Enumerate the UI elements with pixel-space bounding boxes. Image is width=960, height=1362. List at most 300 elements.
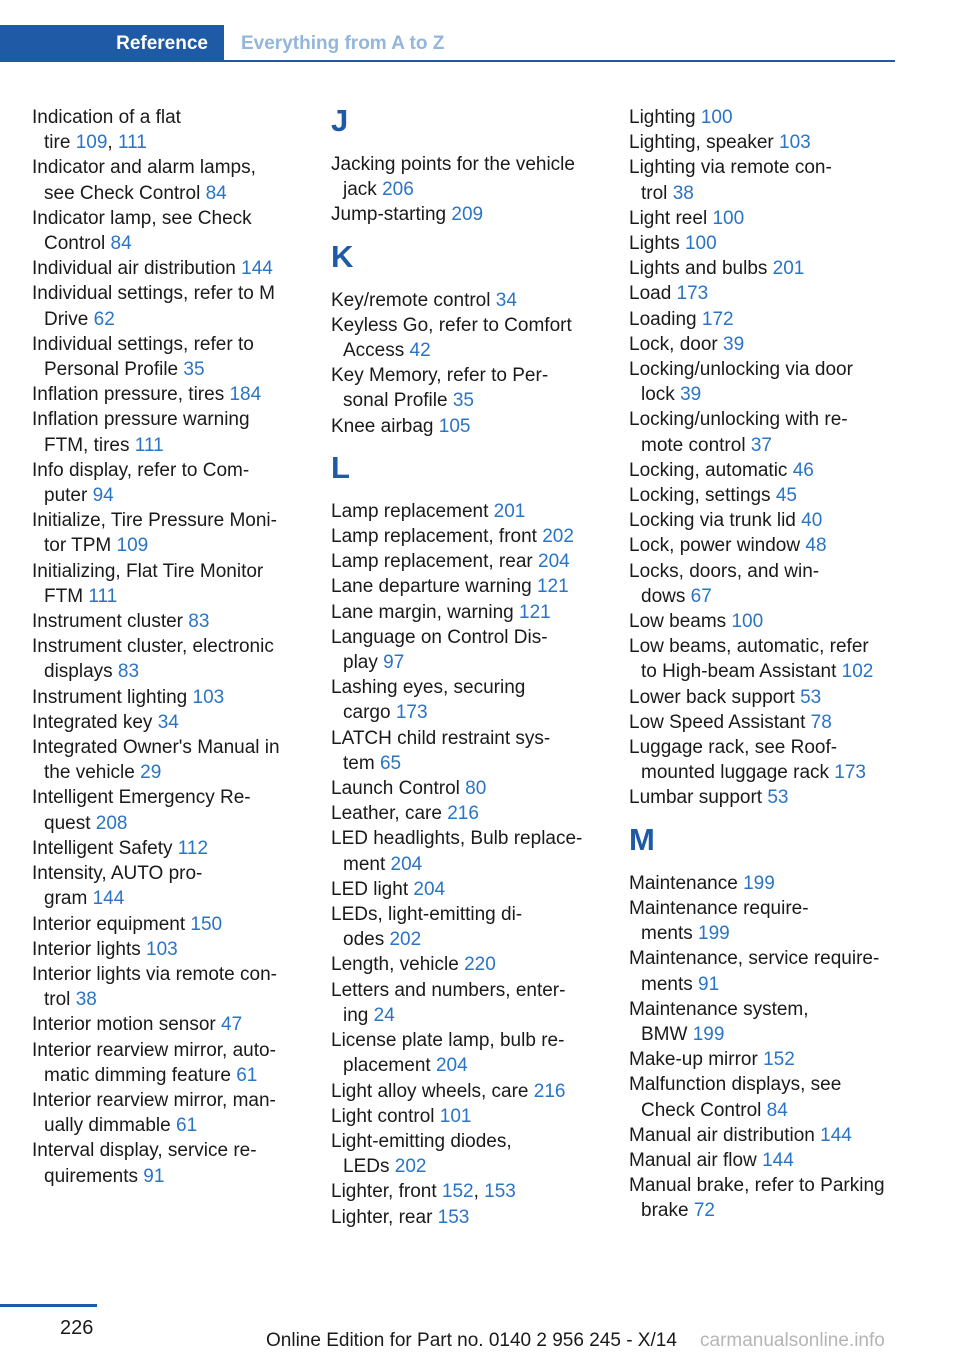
index-entry (629, 357, 897, 407)
entry-term: Indicator lamp, see Check (32, 207, 252, 229)
index-entry (331, 625, 616, 675)
entry-term: Maintenance require- (629, 897, 809, 919)
page-link[interactable]: 216 (533, 1080, 566, 1102)
index-entry (629, 735, 897, 785)
page-link[interactable]: 101 (439, 1105, 472, 1127)
page-link[interactable]: 202 (389, 929, 422, 951)
entry-continuation (629, 584, 897, 609)
entry-term: Interior lights via remote con- (32, 963, 277, 985)
entry-term: Inflation pressure, tires (32, 384, 230, 406)
index-entry (629, 997, 897, 1047)
entry-term: Lamp replacement, rear (331, 551, 538, 573)
entry-continuation (32, 659, 317, 684)
page-link[interactable]: 204 (538, 551, 570, 573)
entry-continuation (331, 177, 616, 202)
index-entry (629, 533, 897, 558)
index-entry (32, 559, 317, 609)
index-entry (32, 962, 317, 1012)
index-entry (331, 902, 616, 952)
page-link[interactable]: 94 (92, 485, 114, 507)
page-link[interactable]: 144 (241, 258, 273, 280)
entry-term-continued: Access (343, 340, 410, 362)
page-link[interactable]: 62 (93, 308, 115, 330)
page-link[interactable]: 153 (484, 1181, 516, 1203)
index-entry (629, 130, 897, 155)
entry-term-continued: tem (343, 752, 380, 774)
page-link[interactable]: 220 (464, 954, 496, 976)
page-link[interactable]: 100 (684, 233, 717, 255)
page-link[interactable]: 173 (834, 762, 866, 784)
index-entry (331, 1205, 616, 1230)
entry-continuation (32, 987, 317, 1012)
entry-term-continued: Personal Profile (44, 359, 184, 381)
index-entry (331, 726, 616, 776)
index-entry (629, 559, 897, 609)
page-link[interactable]: 39 (680, 384, 702, 406)
index-entry (32, 458, 317, 508)
entry-continuation (32, 181, 317, 206)
entry-term: Letters and numbers, enter- (331, 979, 566, 1001)
page-link[interactable]: 65 (379, 752, 402, 774)
page-link[interactable]: 202 (542, 526, 574, 548)
page-link[interactable]: 173 (395, 702, 428, 724)
page-link[interactable]: 37 (750, 434, 772, 456)
entry-term: Info display, refer to Com- (32, 459, 250, 481)
page-link[interactable]: 39 (723, 333, 745, 355)
page-link[interactable]: 84 (205, 182, 227, 204)
entry-continuation (32, 533, 317, 558)
page-link[interactable]: 38 (75, 989, 97, 1011)
index-entry (331, 675, 616, 725)
entry-term: Inflation pressure warning (32, 409, 250, 431)
index-entry (32, 382, 317, 407)
entry-term-continued: mote control (641, 434, 751, 456)
index-column-3 (629, 105, 897, 1224)
header-rule (224, 60, 895, 62)
page-link[interactable]: 208 (95, 812, 128, 834)
entry-continuation (629, 659, 897, 684)
entry-term-continued: tire (44, 132, 76, 154)
page-link[interactable]: 29 (140, 762, 162, 784)
page-link[interactable]: 83 (117, 661, 140, 683)
page-link[interactable]: 199 (743, 872, 775, 894)
index-entry (331, 414, 616, 439)
entry-continuation (32, 231, 317, 256)
entry-term: Individual air distribution (32, 258, 242, 280)
index-entry (32, 710, 317, 735)
index-entry (32, 256, 317, 281)
entry-term: Interval display, service re- (32, 1140, 257, 1162)
page-link[interactable]: 42 (409, 340, 431, 362)
index-entry (331, 1129, 616, 1179)
entry-term: Lamp replacement, front (331, 526, 543, 548)
entry-term: Instrument cluster (32, 611, 189, 633)
page-link[interactable]: 121 (536, 576, 569, 598)
entry-term: Light-emitting diodes, (331, 1130, 512, 1152)
page-link[interactable]: 202 (394, 1156, 427, 1178)
page-link[interactable]: 201 (493, 500, 526, 522)
page-link[interactable]: 34 (495, 289, 517, 311)
entry-term-continued: Drive (44, 308, 94, 330)
index-entry (629, 407, 897, 457)
page-link[interactable]: 105 (438, 415, 471, 437)
index-entry (331, 1079, 616, 1104)
page-link[interactable]: 47 (221, 1014, 243, 1036)
entry-continuation (629, 181, 897, 206)
index-entry (32, 836, 317, 861)
entry-term: Language on Control Dis- (331, 626, 548, 648)
entry-continuation (629, 972, 897, 997)
page-link[interactable]: 35 (183, 359, 205, 381)
page-link[interactable]: 109 (75, 132, 108, 154)
page-link[interactable]: 61 (236, 1064, 258, 1086)
entry-term: Keyless Go, refer to Comfort (331, 314, 572, 336)
entry-continuation (32, 760, 317, 785)
edition-note: Online Edition for Part no. 0140 2 956 245 - X/14 (266, 1330, 677, 1351)
index-entry (331, 1028, 616, 1078)
entry-term: LEDs, light-emitting di- (331, 904, 523, 926)
index-entry (629, 231, 897, 256)
index-entry (32, 281, 317, 331)
index-entry (331, 1104, 616, 1129)
entry-continuation (629, 1198, 897, 1223)
index-entry: Lighter, front 152, 153 (331, 1181, 516, 1203)
index-entry (629, 634, 897, 684)
entry-continuation (629, 760, 897, 785)
entry-continuation (32, 811, 317, 836)
entry-term: Key/remote control (331, 289, 496, 311)
entry-term: Lighting, speaker (629, 132, 779, 154)
entry-term: Intelligent Safety (32, 837, 178, 859)
page-link[interactable]: 199 (698, 923, 730, 945)
index-entry (32, 332, 317, 382)
entry-term: Initializing, Flat Tire Monitor (32, 560, 264, 582)
entry-term: Lane margin, warning (331, 601, 519, 623)
page-link[interactable]: 111 (134, 434, 164, 456)
page-link[interactable]: 103 (146, 938, 178, 960)
entry-term: Individual settings, refer to (32, 333, 254, 355)
entry-continuation (331, 927, 616, 952)
page-link[interactable]: 46 (792, 459, 814, 481)
entry-term: Interior motion sensor (32, 1014, 222, 1036)
page-link[interactable]: 111 (117, 132, 147, 154)
page-link[interactable]: 45 (775, 485, 797, 507)
entry-term: Lane departure warning (331, 576, 537, 598)
page-link[interactable]: 112 (177, 837, 209, 859)
entry-term: LED headlights, Bulb replace- (331, 828, 583, 850)
page-link[interactable]: 83 (188, 611, 210, 633)
page-link[interactable]: 201 (772, 258, 805, 280)
index-entry (629, 1123, 897, 1148)
entry-term: Knee airbag (331, 415, 439, 437)
entry-term-continued: play (343, 652, 384, 674)
index-entry (32, 735, 317, 785)
entry-term: Light reel (629, 207, 713, 229)
entry-term: Individual settings, refer to M (32, 283, 275, 305)
entry-term: Length, vehicle (331, 954, 465, 976)
entry-term: Low Speed Assistant (629, 711, 811, 733)
entry-term: Indicator and alarm lamps, (32, 157, 256, 179)
entry-term-continued: ually dimmable (44, 1115, 176, 1137)
entry-continuation (629, 1022, 897, 1047)
index-entry (331, 877, 616, 902)
index-entry (629, 871, 897, 896)
index-entry (32, 609, 317, 634)
page-link[interactable]: 144 (762, 1149, 794, 1171)
page-number: 226 (60, 1317, 94, 1339)
entry-term-continued: dows (641, 585, 691, 607)
entry-term: Manual air flow (629, 1149, 763, 1171)
index-entry (629, 458, 897, 483)
entry-continuation (331, 1154, 616, 1179)
entry-continuation (331, 1003, 616, 1028)
index-entry (629, 508, 897, 533)
watermark: carmanualsonline.info (700, 1330, 885, 1351)
index-entry (331, 952, 616, 977)
page-link[interactable]: 144 (92, 888, 125, 910)
page-link[interactable]: 48 (805, 535, 827, 557)
entry-term-continued: BMW (641, 1023, 693, 1045)
page-link[interactable]: 204 (435, 1055, 468, 1077)
entry-continuation (32, 1164, 317, 1189)
index-entry (629, 1148, 897, 1173)
entry-term: Interior lights (32, 938, 147, 960)
entry-term-continued: trol (641, 182, 673, 204)
index-entry (32, 1138, 317, 1188)
page-link[interactable]: 34 (157, 711, 179, 733)
index-entry (629, 710, 897, 735)
entry-term: Lamp replacement (331, 500, 494, 522)
index-entry (32, 105, 317, 155)
page-link[interactable]: 61 (176, 1115, 198, 1137)
entry-term: Lights and bulbs (629, 258, 773, 280)
tab-everything-a-to-z[interactable]: Everything from A to Z (241, 32, 445, 54)
entry-term-continued: brake (641, 1200, 694, 1222)
page-link[interactable]: 152 (441, 1181, 474, 1203)
page-link[interactable]: 78 (810, 711, 832, 733)
entry-term: Lock, door (629, 333, 723, 355)
page-link[interactable]: 84 (766, 1099, 788, 1121)
index-entry (331, 776, 616, 801)
index-entry (32, 785, 317, 835)
entry-term: Locking/unlocking via door (629, 359, 853, 381)
index-entry (32, 508, 317, 558)
index-entry (629, 206, 897, 231)
page-link[interactable]: 144 (820, 1124, 852, 1146)
page-link[interactable]: 153 (437, 1206, 470, 1228)
entry-term: Lighting via remote con- (629, 157, 832, 179)
index-entry (629, 1047, 897, 1072)
page-link[interactable]: 80 (465, 778, 487, 800)
entry-continuation (32, 1113, 317, 1138)
index-entry (331, 524, 616, 549)
entry-term: Maintenance, service require- (629, 948, 880, 970)
entry-term: Maintenance system, (629, 998, 809, 1020)
index-entry (629, 483, 897, 508)
page-link[interactable]: 172 (701, 308, 734, 330)
page-link[interactable]: 102 (841, 661, 874, 683)
page-link[interactable]: 209 (451, 204, 484, 226)
entry-term: Lower back support (629, 686, 801, 708)
entry-term: Make-up mirror (629, 1049, 764, 1071)
index-column-2 (331, 105, 616, 1230)
entry-term-continued: ments (641, 973, 699, 995)
entry-term-continued: jack (343, 179, 383, 201)
entry-term-continued: LEDs (343, 1156, 395, 1178)
entry-term: Light alloy wheels, care (331, 1080, 534, 1102)
entry-continuation (331, 1053, 616, 1078)
page-link[interactable]: 67 (690, 585, 712, 607)
page-link[interactable]: 204 (390, 853, 423, 875)
index-entry (32, 1012, 317, 1037)
entry-term: Lights (629, 233, 685, 255)
index-entry (331, 363, 616, 413)
entry-continuation (32, 357, 317, 382)
entry-continuation (32, 307, 317, 332)
entry-term: Indication of a flat (32, 107, 181, 128)
page-link[interactable]: 206 (382, 179, 414, 201)
entry-term-continued: FTM, tires (44, 434, 135, 456)
entry-term-continued: ments (641, 923, 699, 945)
entry-term-continued: placement (343, 1055, 436, 1077)
footer-bar (0, 1304, 97, 1307)
tab-reference[interactable]: Reference (0, 25, 224, 62)
entry-continuation (331, 700, 616, 725)
page-link[interactable]: 40 (801, 510, 823, 532)
entry-term: LED light (331, 878, 414, 900)
entry-term: Locking via trunk lid (629, 510, 802, 532)
entry-continuation (32, 584, 317, 609)
index-entry (629, 332, 897, 357)
entry-term: Instrument cluster, electronic (32, 636, 274, 658)
index-entry (629, 946, 897, 996)
entry-term-continued: Check Control (641, 1099, 767, 1121)
page-link[interactable]: 216 (447, 803, 479, 825)
entry-term: Locking, settings (629, 485, 776, 507)
entry-term: Manual brake, refer to Parking (629, 1175, 885, 1197)
index-entry (32, 912, 317, 937)
index-entry (629, 1173, 897, 1223)
index-entry (32, 634, 317, 684)
page-link[interactable]: 97 (383, 652, 405, 674)
entry-term: Lighter, front (331, 1181, 442, 1203)
entry-term: Intensity, AUTO pro- (32, 863, 203, 885)
index-entry (331, 801, 616, 826)
page-link[interactable]: 100 (731, 611, 764, 633)
entry-term-continued: tor TPM (44, 535, 117, 557)
page-link[interactable]: 91 (143, 1165, 165, 1187)
page-link[interactable]: 100 (712, 207, 745, 229)
entry-term-continued: FTM (44, 585, 89, 607)
entry-term: Locking/unlocking with re- (629, 409, 848, 431)
entry-term-continued: gram (44, 888, 93, 910)
page-link[interactable]: 103 (192, 686, 225, 708)
index-entry (32, 1088, 317, 1138)
entry-term-continued: see Check Control (44, 182, 206, 204)
entry-continuation (331, 852, 616, 877)
page-link[interactable]: 53 (767, 787, 789, 809)
page-link[interactable]: 173 (676, 283, 709, 305)
index-entry (331, 574, 616, 599)
entry-term: LATCH child restraint sys- (331, 727, 551, 749)
page-link[interactable]: 204 (413, 878, 446, 900)
entry-term-continued: Control (44, 233, 111, 255)
page-link[interactable]: 84 (110, 233, 132, 255)
running-header (0, 25, 895, 62)
page-link[interactable]: 103 (779, 132, 811, 154)
entry-term: Interior rearview mirror, auto- (32, 1039, 276, 1061)
index-entry (331, 152, 616, 202)
entry-continuation (331, 650, 616, 675)
index-entry (32, 685, 317, 710)
index-column-1 (32, 105, 317, 1189)
page-link[interactable]: 109 (116, 535, 149, 557)
page-link[interactable]: 53 (800, 686, 822, 708)
entry-term: License plate lamp, bulb re- (331, 1030, 565, 1052)
entry-term: Instrument lighting (32, 686, 193, 708)
page-link[interactable]: 111 (88, 585, 118, 607)
page-link[interactable]: 184 (229, 384, 262, 406)
entry-term: Malfunction displays, see (629, 1074, 842, 1096)
entry-term-continued: cargo (343, 702, 396, 724)
entry-term: Manual air distribution (629, 1124, 821, 1146)
entry-term: Low beams, automatic, refer (629, 636, 869, 658)
page-link[interactable]: 35 (452, 390, 474, 412)
entry-term: Locks, doors, and win- (629, 560, 820, 582)
entry-term: Lighting (629, 107, 701, 128)
entry-term-continued: lock (641, 384, 681, 406)
page-link[interactable]: 150 (190, 913, 223, 935)
entry-term-continued: ment (343, 853, 391, 875)
section-letter: J (331, 103, 349, 138)
entry-term: Luggage rack, see Roof- (629, 737, 838, 759)
section-letter: K (331, 238, 354, 274)
entry-term: Leather, care (331, 803, 448, 825)
entry-term-continued: quest (44, 812, 96, 834)
page-link[interactable]: 152 (763, 1049, 795, 1071)
page-link[interactable]: 38 (672, 182, 694, 204)
index-entry (629, 155, 897, 205)
page-link[interactable]: 24 (373, 1004, 395, 1026)
entry-continuation (629, 921, 897, 946)
page-link[interactable]: 91 (698, 973, 720, 995)
page-link[interactable]: 100 (700, 107, 733, 128)
entry-term-continued: to High-beam Assistant (641, 661, 842, 683)
entry-continuation (331, 751, 616, 776)
entry-term-continued: matic dimming feature (44, 1064, 237, 1086)
entry-continuation: tire 109, 111 (44, 132, 147, 154)
entry-term: Lumbar support (629, 787, 768, 809)
entry-term: Launch Control (331, 778, 466, 800)
index-entry (32, 155, 317, 205)
entry-continuation (629, 382, 897, 407)
entry-continuation (629, 1098, 897, 1123)
index-entry (629, 105, 897, 130)
page-link[interactable]: 199 (692, 1023, 725, 1045)
entry-continuation (331, 338, 616, 363)
entry-term-continued: quirements (44, 1165, 144, 1187)
index-entry (32, 937, 317, 962)
entry-term-continued: puter (44, 485, 93, 507)
entry-continuation (32, 886, 317, 911)
entry-continuation (629, 433, 897, 458)
entry-term: Intelligent Emergency Re- (32, 787, 251, 809)
page-link[interactable]: 121 (519, 601, 551, 623)
page-link[interactable]: 72 (693, 1200, 715, 1222)
entry-term: Low beams (629, 611, 732, 633)
entry-continuation (331, 388, 616, 413)
index-entry (629, 896, 897, 946)
